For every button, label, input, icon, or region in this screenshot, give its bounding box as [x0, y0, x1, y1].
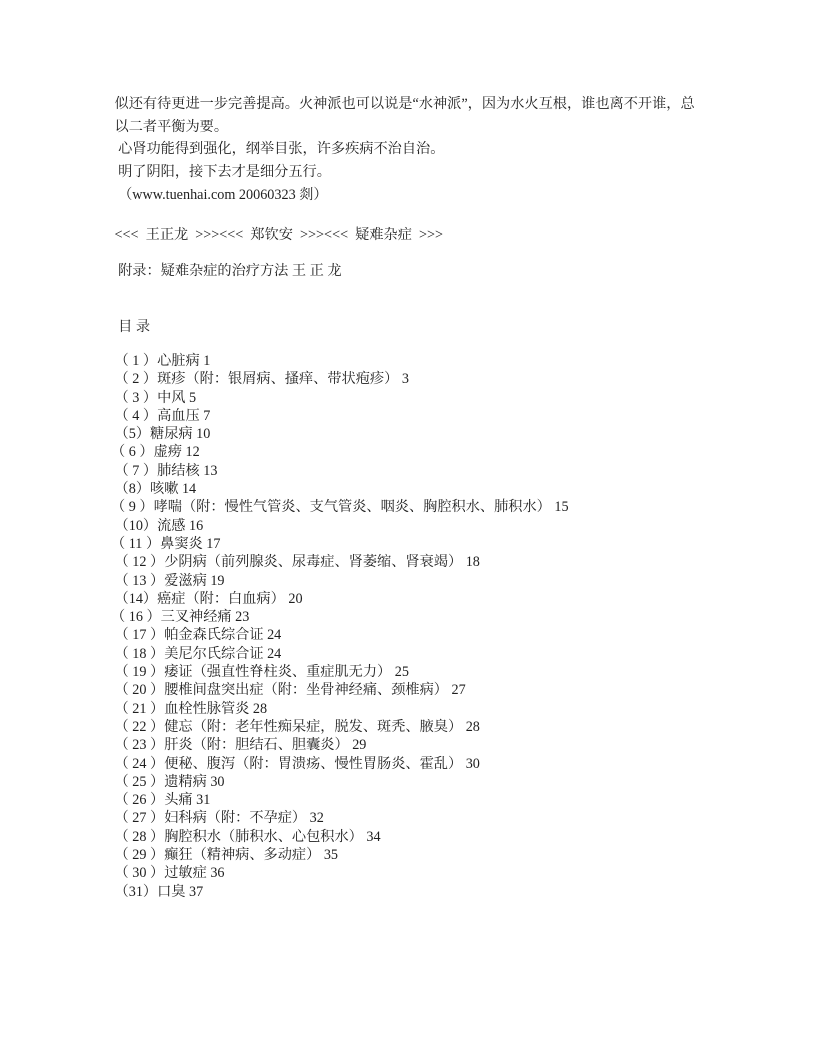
toc-item: （14）癌症（附：白血病） 20 — [111, 590, 303, 607]
toc-item: （ 21 ）血栓性脉管炎 28 — [111, 700, 268, 717]
toc-item: （ 22 ）健忘（附：老年性痴呆症，脱发、斑秃、腋臭） 28 — [111, 718, 480, 735]
toc-item: （ 25 ）遗精病 30 — [111, 773, 225, 790]
toc-item: （ 2 ）斑疹（附：银屑病、搔痒、带状疱疹） 3 — [111, 371, 409, 388]
toc-item: （5）糖尿病 10 — [111, 426, 211, 443]
toc-item: （ 16 ）三叉神经痛 23 — [111, 609, 250, 626]
paragraph-line: 似还有待更进一步完善提高。火神派也可以说是“水神派”，因为水火互根，谁也离不开谁，总 — [111, 96, 695, 112]
toc-item: （ 1 ）心脏病 1 — [111, 353, 211, 369]
toc-item: （ 13 ）爱滋病 19 — [111, 572, 225, 589]
toc-item: （ 3 ）中风 5 — [111, 389, 197, 406]
toc-item: （ 19 ）痿证（强直性脊柱炎、重症肌无力） 25 — [111, 664, 409, 681]
toc-item: （ 12 ）少阴病（前列腺炎、尿毒症、肾萎缩、肾衰竭） 18 — [111, 554, 480, 571]
toc-item: （ 27 ）妇科病（附：不孕症） 32 — [111, 810, 324, 827]
toc-item: （ 17 ）帕金森氏综合证 24 — [111, 627, 282, 644]
toc-item: （ 23 ）肝炎（附：胆结石、胆囊炎） 29 — [111, 737, 367, 754]
toc-heading: 目 录 — [111, 319, 151, 335]
intro-paragraph — [111, 93, 695, 207]
toc-item: （ 18 ）美尼尔氏综合证 24 — [111, 645, 282, 662]
toc-item: （ 28 ）胸腔积水（肺积水、心包积水） 34 — [111, 828, 381, 845]
toc-item: （31）口臭 37 — [111, 883, 204, 900]
toc-item: （ 6 ）虚痨 12 — [111, 444, 200, 461]
section-title: <<< 王正龙 >>><<< 郑钦安 >>><<< 疑难杂症 >>> — [111, 227, 444, 243]
toc-item: （ 29 ）癫狂（精神病、多动症） 35 — [111, 847, 339, 864]
toc-item: （8）咳嗽 14 — [111, 481, 197, 498]
paragraph-line: 心肾功能得到强化，纲举目张，许多疾病不治自治。 — [111, 141, 445, 158]
appendix-heading: 附录：疑难杂症的治疗方法 王 正 龙 — [111, 263, 342, 279]
paragraph-line: 明了阴阳，接下去才是细分五行。 — [111, 164, 331, 181]
toc-item: （ 11 ）鼻窦炎 17 — [111, 535, 221, 552]
toc-item: （ 26 ）头痛 31 — [111, 792, 211, 809]
toc-list — [111, 352, 569, 901]
paragraph-line: 以二者平衡为要。 — [111, 118, 229, 135]
toc-item: （ 30 ）过敏症 36 — [111, 865, 225, 882]
toc-item: （ 4 ）高血压 7 — [111, 407, 211, 424]
toc-item: （ 24 ）便秘、腹泻（附：胃溃疡、慢性胃肠炎、霍乱） 30 — [111, 755, 480, 772]
toc-item: （10）流感 16 — [111, 517, 204, 534]
source-attribution-line: （www.tuenhai.com 20060323 剡） — [111, 186, 328, 203]
toc-item: （ 20 ）腰椎间盘突出症（附：坐骨神经痛、颈椎病） 27 — [111, 682, 466, 699]
toc-item: （ 9 ）哮喘（附：慢性气管炎、支气管炎、咽炎、胸腔积水、肺积水） 15 — [111, 499, 569, 516]
toc-item: （ 7 ）肺结核 13 — [111, 462, 218, 479]
